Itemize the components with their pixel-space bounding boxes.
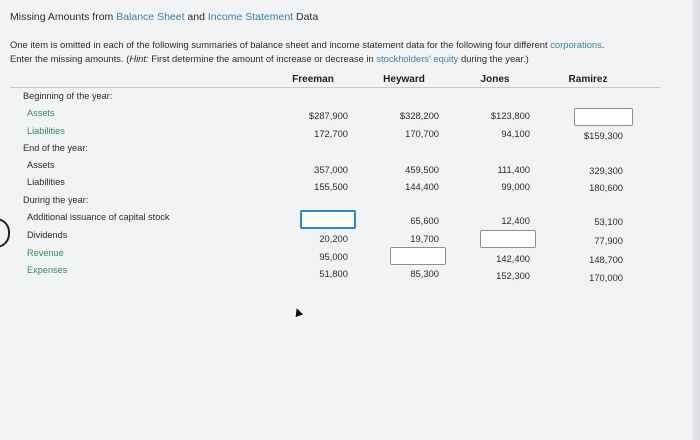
freeman-end-liabilities: 155,500 [314, 181, 348, 192]
jones-begin-assets: $123,800 [490, 110, 530, 121]
heyward-revenue-input[interactable] [390, 247, 446, 265]
term-link-corporations[interactable]: corporations [550, 39, 602, 50]
row-label-begin-liabilities[interactable]: Liabilities [27, 126, 65, 136]
ramirez-expenses: 170,000 [589, 272, 623, 283]
heyward-begin-assets: $328,200 [399, 110, 439, 121]
freeman-revenue: 95,000 [319, 251, 348, 262]
row-label-expenses[interactable]: Expenses [27, 265, 68, 275]
row-label-revenue[interactable]: Revenue [27, 248, 64, 258]
jones-dividends-input[interactable] [480, 230, 536, 248]
instructions: One item is omitted in each of the following summaries of balance sheet and income statement data for the following four different corporations. Enter the missing amounts. (Hint: First determine the amount of increase or decrease in stockholders' equity during the year.) [10, 39, 605, 64]
column-header-ramirez: Ramirez [568, 74, 608, 85]
row-label-end-liabilities: Liabilities [27, 177, 65, 187]
heyward-dividends: 19,700 [410, 233, 439, 244]
term-link-income-statement[interactable]: Income Statement [207, 11, 294, 23]
freeman-end-assets: 357,000 [314, 164, 348, 175]
mouse-cursor-icon [293, 307, 303, 317]
row-label-capital-stock: Additional issuance of capital stock [27, 212, 170, 222]
heyward-end-liabilities: 144,400 [405, 181, 439, 192]
heyward-expenses: 85,300 [410, 268, 439, 279]
column-header-jones: Jones [480, 74, 510, 85]
freeman-expenses: 51,800 [319, 268, 348, 279]
jones-end-assets: 111,400 [497, 164, 530, 175]
page-title: Missing Amounts from Balance Sheet and Income Statement Data [10, 11, 319, 23]
ramirez-dividends: 77,900 [594, 235, 623, 246]
jones-capital-stock: 12,400 [501, 215, 530, 226]
jones-end-liabilities: 99,000 [501, 181, 530, 192]
window-edge [692, 0, 700, 440]
heyward-begin-liabilities: 170,700 [405, 128, 439, 139]
column-header-freeman: Freeman [292, 74, 334, 85]
jones-begin-liabilities: 94,100 [501, 128, 530, 139]
row-label-begin-assets[interactable]: Assets [27, 108, 55, 118]
ramirez-capital-stock: 53,100 [594, 216, 623, 227]
jones-expenses: 152,300 [496, 270, 530, 281]
ramirez-end-liabilities: 180,600 [589, 182, 623, 193]
freeman-begin-liabilities: 172,700 [314, 128, 348, 139]
heyward-capital-stock: 65,600 [410, 215, 439, 226]
freeman-dividends: 20,200 [319, 233, 348, 244]
term-link-stockholders-equity[interactable]: stockholders' equity [376, 53, 459, 64]
jones-revenue: 142,400 [496, 253, 530, 264]
section-beginning-of-year: Beginning of the year: [23, 91, 113, 101]
header-divider [10, 87, 660, 88]
left-edge-curve [0, 218, 10, 248]
ramirez-begin-assets-input[interactable] [574, 108, 633, 126]
section-end-of-year: End of the year: [23, 143, 88, 153]
heyward-end-assets: 459,500 [405, 164, 439, 175]
term-link-balance-sheet[interactable]: Balance Sheet [116, 11, 185, 23]
row-label-end-assets: Assets [27, 160, 55, 170]
column-header-heyward: Heyward [383, 74, 425, 85]
freeman-capital-stock-input[interactable] [300, 210, 356, 229]
section-during-year: During the year: [23, 195, 89, 205]
ramirez-begin-liabilities: $159,300 [583, 130, 623, 141]
ramirez-revenue: 148,700 [589, 254, 623, 265]
ramirez-end-assets: 329,300 [589, 165, 623, 176]
freeman-begin-assets: $287,900 [308, 110, 348, 121]
row-label-dividends: Dividends [27, 230, 68, 240]
